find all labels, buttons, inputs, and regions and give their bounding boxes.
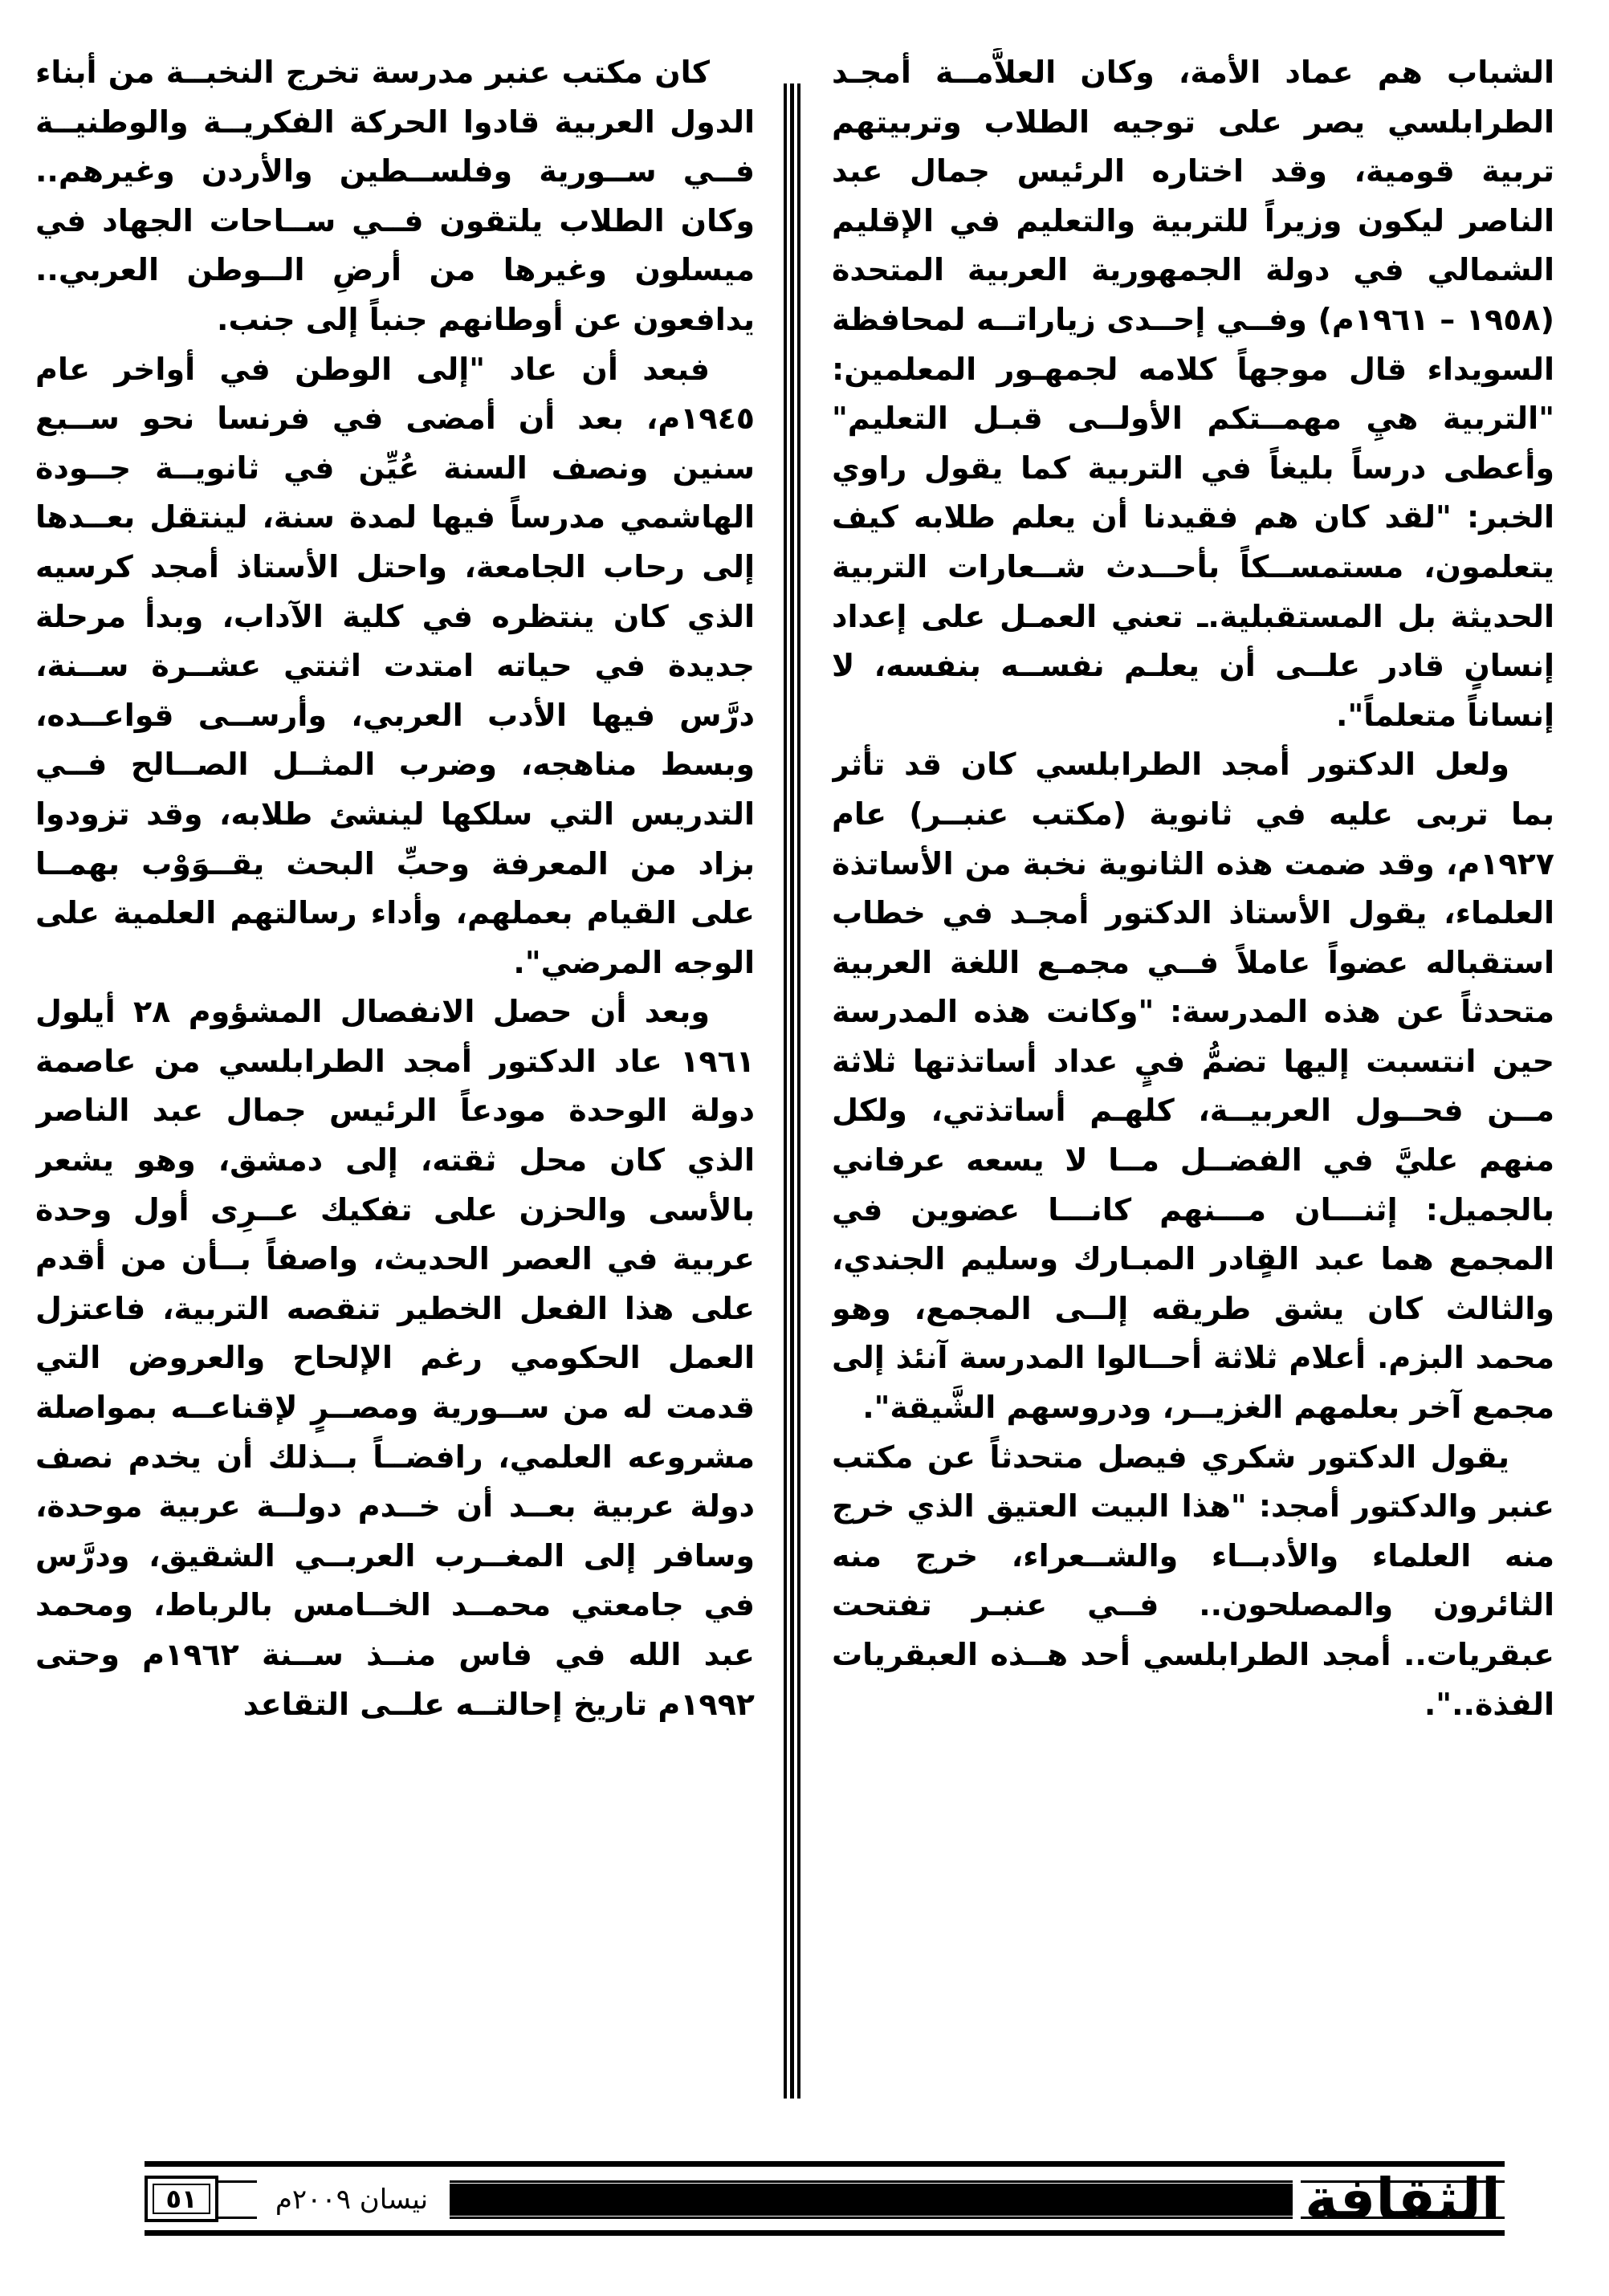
paragraph: وبعد أن حصل الانفصال المشؤوم ٢٨ أيلول ١٩٦١ عاد الدكتور أمجد الطرابلسي من عاصمة دولة الوحدة مودعاً الرئيس جمال عبد الناصر الذي كان محل ثقته، إلى دمشق، وهو يشعر بالأسى والحزن على تفكيك عــرِى أول وحدة عربية في العصر الحديث، واصفاً بــأن من أقدم على هذا الفعل الخطير تنقصه التربية، فاعتزل العمل الحكومي رغم الإلحاح والعروض التي قدمت له من ســورية ومصــرٍ لإقناعــه بمواصلة مشروعه العلمي، رافضــاً بــذلك أن يخدم نصف دولة عربية بعــد أن خــدم دولــة عربية موحدة، وسافر إلى المغــرب العربــي الشقيق، ودرَّس في جامعتي محمــد الخــامس بالرباط، ومحمد عبد الله في فاس منــذ ســنة ١٩٦٢م وحتى ١٩٩٢م تاريخ إحالتــه علــى التقاعد <box>35 994 755 1722</box>
page-number: ٥١ <box>153 2184 210 2214</box>
page-number-box <box>145 2176 218 2222</box>
issue-date: نيسان ٢٠٠٩م <box>275 2184 429 2216</box>
paragraph: يقول الدكتور شكري فيصل متحدثاً عن مكتب عنبر والدكتور أمجد: "هذا البيت العتيق الذي خرج منه العلماء والأدبــاء والشــعراء، خرج منه الثائرون والمصلحون.. فــي عنبـر تفتحت عبقريات.. أمجد الطرابلسي أحد هــذه العبقريات الفذة..". <box>832 1439 1554 1722</box>
page-footer <box>145 2151 1505 2240</box>
article-column-left <box>35 48 755 2103</box>
article-column-right <box>832 48 1554 2103</box>
footer-band <box>450 2184 1293 2216</box>
paragraph: ولعل الدكتور أمجد الطرابلسي كان قد تأثر بما تربى عليه في ثانوية (مكتب عنبــر) عام ١٩٢٧م، وقد ضمت هذه الثانوية نخبة من الأساتذة العلماء، يقول الأستاذ الدكتور أمجـد في خطاب استقباله عضواً عاملاً فــي مجمـع اللغة العربية متحدثاً عن هذه المدرسة: "وكانت هذه المدرسة حين انتسبت إليها تضمُّ فيٍ عداد أساتذتها ثلاثة مــن فحــول العربيــة، كلهـم أساتذتي، ولكل منهم عليَّ في الفضــل مــا لا يسعه عرفاني بالجميل: إثنـــان مـــنهم كانـــا عضوين في المجمع هما عبد القٍادر المبـارك وسليم الجندي، والثالث كان يشق طريقه إلــى المجمع، وهو محمد البزم. أعلام ثلاثة أحــالوا المدرسة آنئذ إلى مجمع آخر بعلمهم الغزيــر، ودروسهم الشَّيقة". <box>832 747 1554 1426</box>
paragraph: الشباب هم عماد الأمة، وكان العلاَّمــة أمجـد الطرابلسي يصر على توجيه الطلاب وتربيتهم تربية قومية، وقد اختاره الرئيس جمال عبد الناصر ليكون وزيراً للتربية والتعليم في الإقليم الشمالي في دولة الجمهورية العربية المتحدة (١٩٥٨ – ١٩٦١م) وفــي إحــدى زياراتــه لمحافظة السويداء قال موجهاً كلامه لجمهـور المعلمين: "التربية هيِ مهمــتكم الأولــى قبـل التعليم" وأعطى درساً بليغاً في التربية كما يقول راوي الخبر: "لقد كان هم فقيدنا أن يعلم طلابه كيف يتعلمون، مستمســكاً بأحــدث شــعارات التربية الحديثة بل المستقبلية.ـ تعني العمـل على إعداد إنسانٍ قادر علــى أن يعلـم نفســه بنفسه، لا إنساناً متعلماً". <box>832 55 1554 733</box>
paragraph: كان مكتب عنبر مدرسة تخرج النخبــة من أبناء الدول العربية قادوا الحركة الفكريــة والوطنيــة فــي ســورية وفلســطين والأردن وغيرهم.. وكان الطلاب يلتقون فــي ســاحات الجهاد في ميسلون وغيرها من أرضِ الــوطن العربي.. يدافعون عن أوطانهم جنباً إلى جنب. <box>35 55 755 337</box>
paragraph: فبعد أن عاد "إلى الوطن في أواخر عام ١٩٤٥م، بعد أن أمضى في فرنسا نحو ســبع سنين ونصف السنة عُيِّن في ثانويــة جــودة الهاشمي مدرساً فيها لمدة سنة، لينتقل بعــدها إلى رحاب الجامعة، واحتل الأستاذ أمجد كرسيه الذي كان ينتظره في كلية الآداب، وبدأ مرحلة جديدة في حياته امتدت اثنتي عشــرة ســنة، درَّس فيها الأدب العربي، وأرســى قواعــده، وبسط مناهجه، وضرب المثــل الصــالح فــي التدريس التي سلكها لينشئ طلابه، وقد تزودوا بزاد من المعرفة وحبِّ البحث يقــوَوْب بهمــا على القيام بعملهم، وأداء رسالتهم العلمية على الوجه المرضي". <box>35 351 755 980</box>
magazine-logo: الثقافة <box>1305 2166 1501 2232</box>
column-divider <box>784 83 801 2099</box>
footer-connector <box>218 2180 257 2219</box>
